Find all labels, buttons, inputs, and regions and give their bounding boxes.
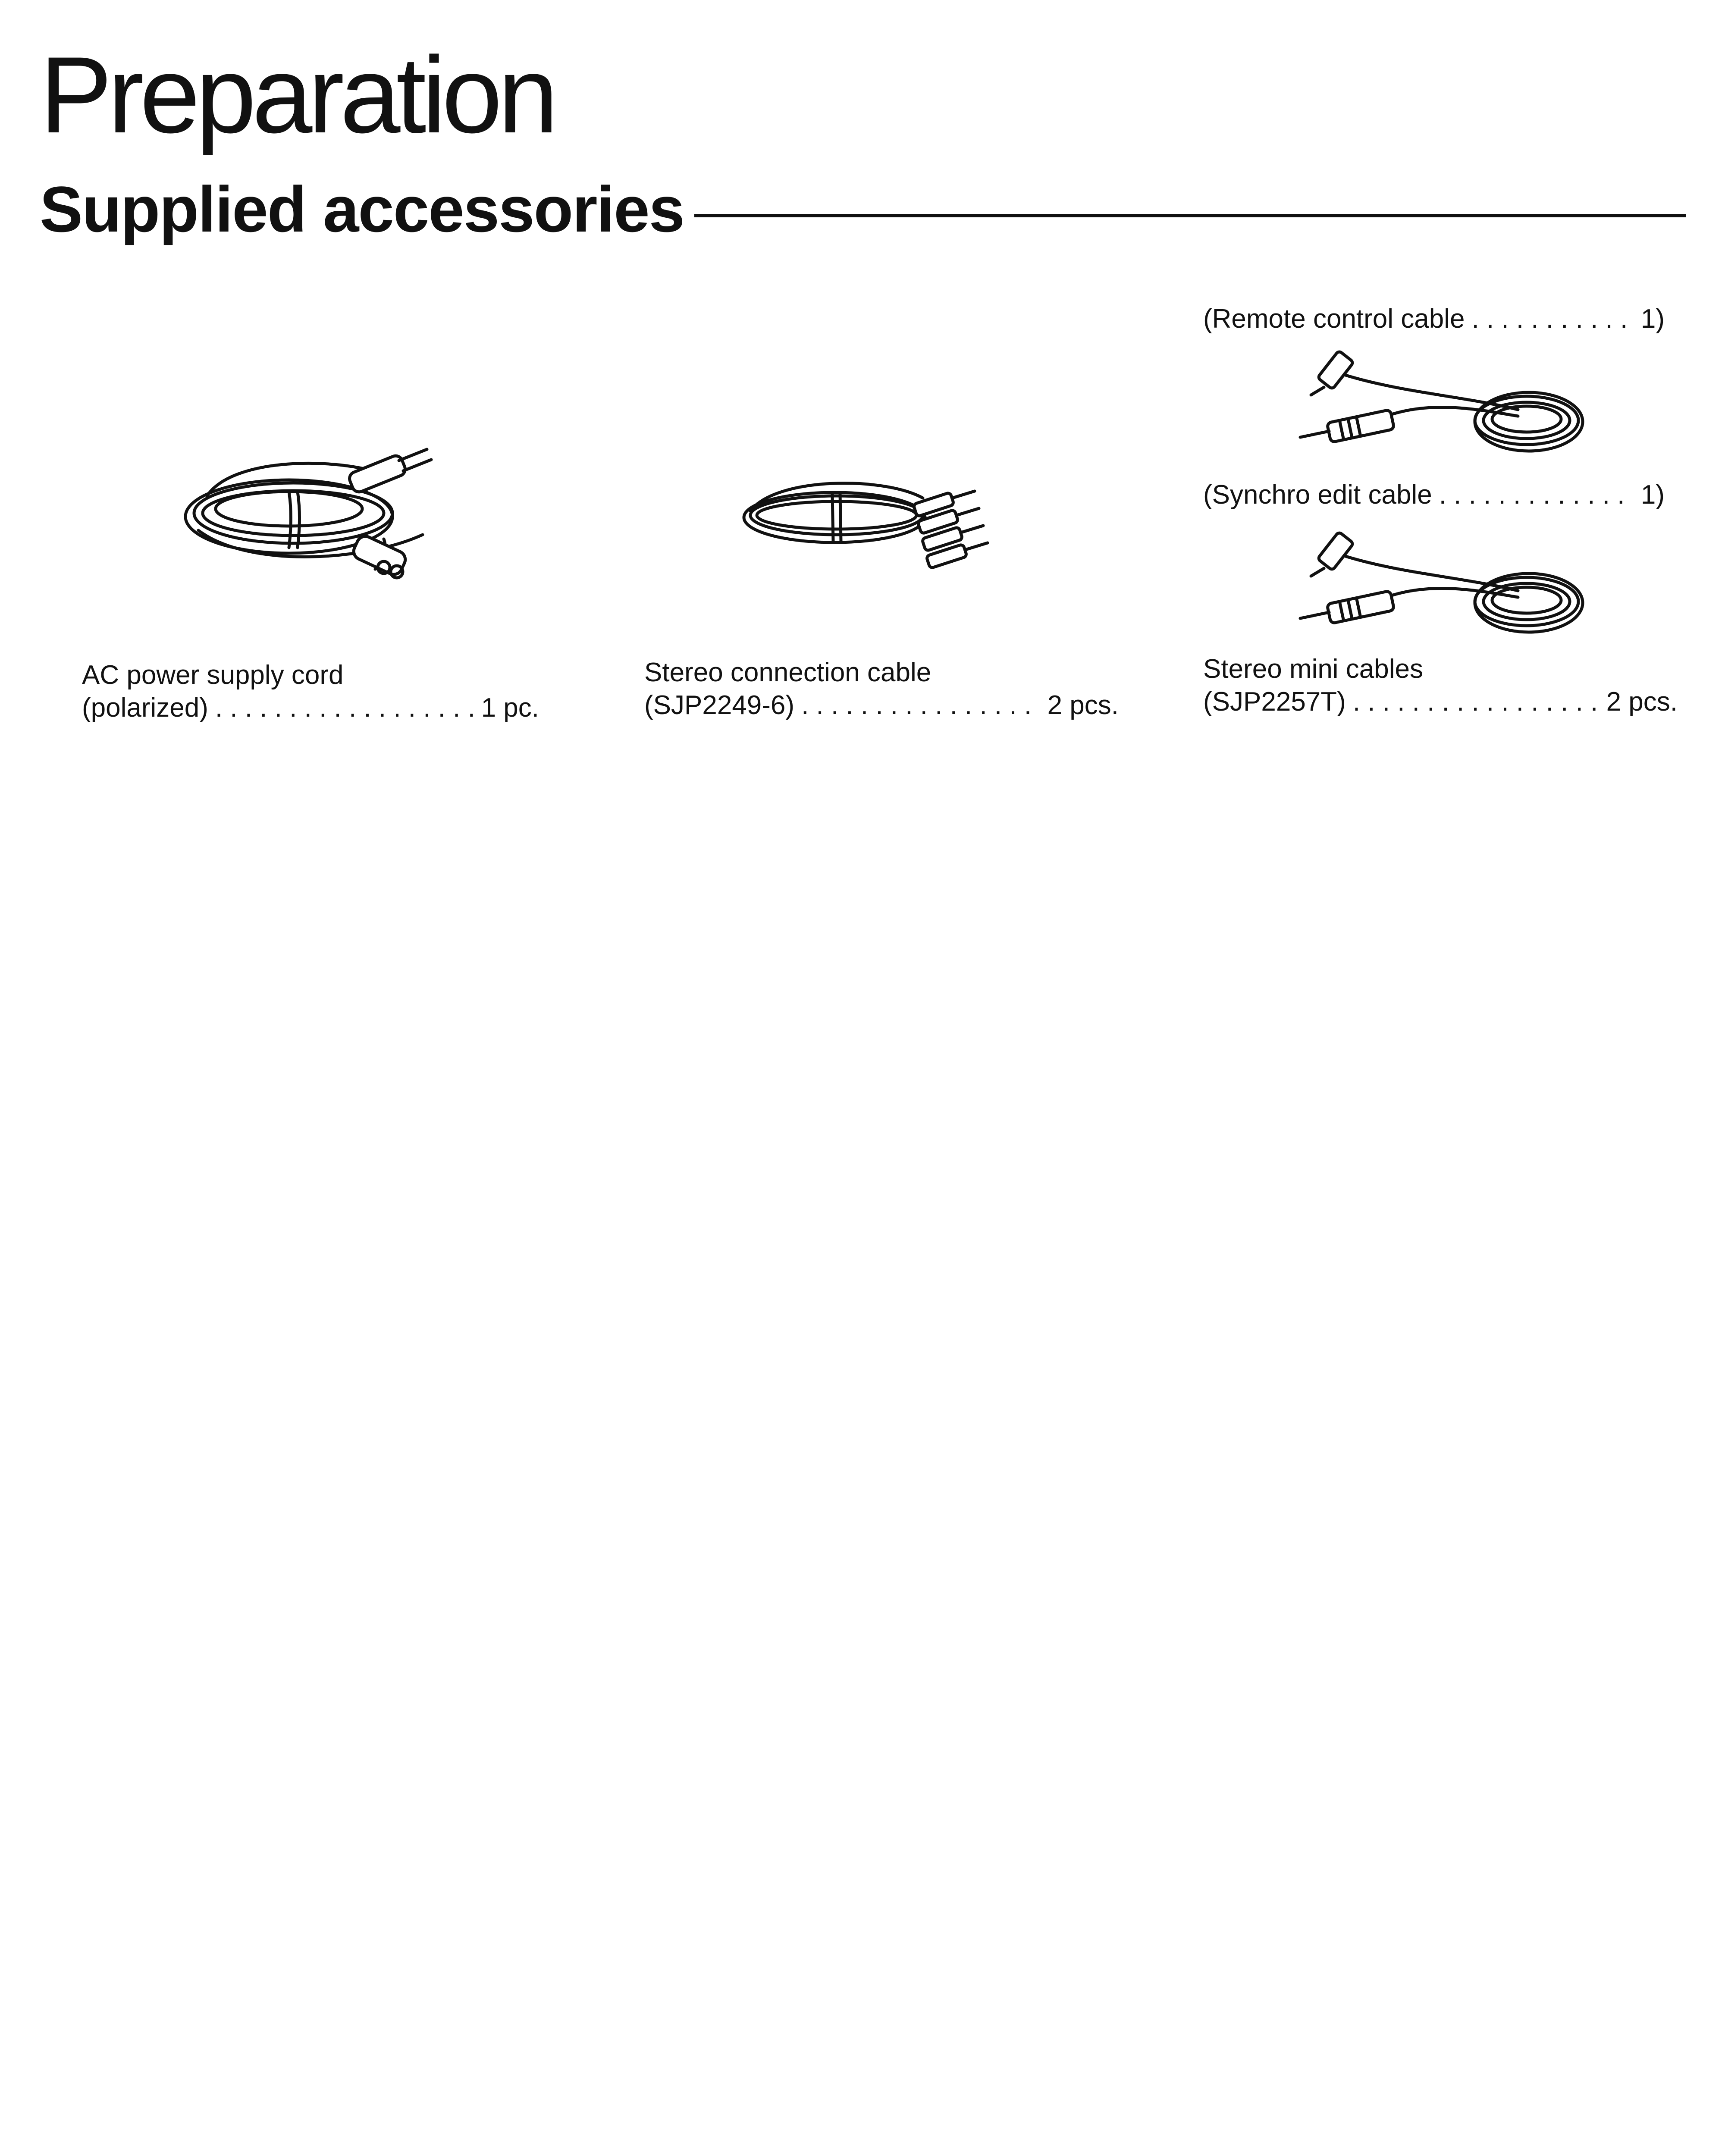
accessory-3-name: Stereo mini cables: [1203, 654, 1424, 684]
accessory-3-row: [1203, 686, 1678, 718]
dot-leader: [1439, 479, 1634, 511]
power-cord-icon: [181, 440, 448, 582]
section-title: Supplied accessories: [40, 173, 684, 245]
sub-item-2-count: 1): [1640, 480, 1665, 510]
sub-item-2-label: (Synchro edit cable: [1203, 480, 1432, 510]
dot-leader: [801, 689, 1041, 722]
accessory-3-quantity: 2 pcs.: [1606, 687, 1678, 717]
accessory-1-detail: (polarized): [82, 693, 208, 723]
accessory-1-row: [82, 692, 539, 724]
dot-leader: [215, 692, 474, 724]
rca-cable-icon: [742, 468, 992, 563]
accessory-1-name: AC power supply cord: [82, 660, 344, 690]
sub-item-1-count: 1): [1640, 304, 1665, 334]
section-rule: [694, 214, 1686, 217]
accessory-2-quantity: 2 pcs.: [1047, 690, 1119, 720]
accessory-2-name: Stereo connection cable: [644, 658, 932, 687]
sub-item-1-label: (Remote control cable: [1203, 304, 1465, 334]
mini-plug-cable-icon: [1294, 345, 1587, 457]
accessory-2-row: [644, 689, 1119, 722]
sub-item-1-row: [1203, 303, 1665, 335]
accessory-3-detail: (SJP2257T): [1203, 687, 1346, 717]
accessory-2-detail: (SJP2249-6): [644, 690, 795, 720]
sub-item-2-row: [1203, 479, 1665, 511]
dot-leader: [1472, 303, 1634, 335]
accessory-1-quantity: 1 pc.: [481, 693, 539, 723]
dot-leader: [1353, 686, 1600, 718]
page-title: Preparation: [40, 34, 554, 156]
mini-plug-cable-icon: [1294, 526, 1587, 638]
